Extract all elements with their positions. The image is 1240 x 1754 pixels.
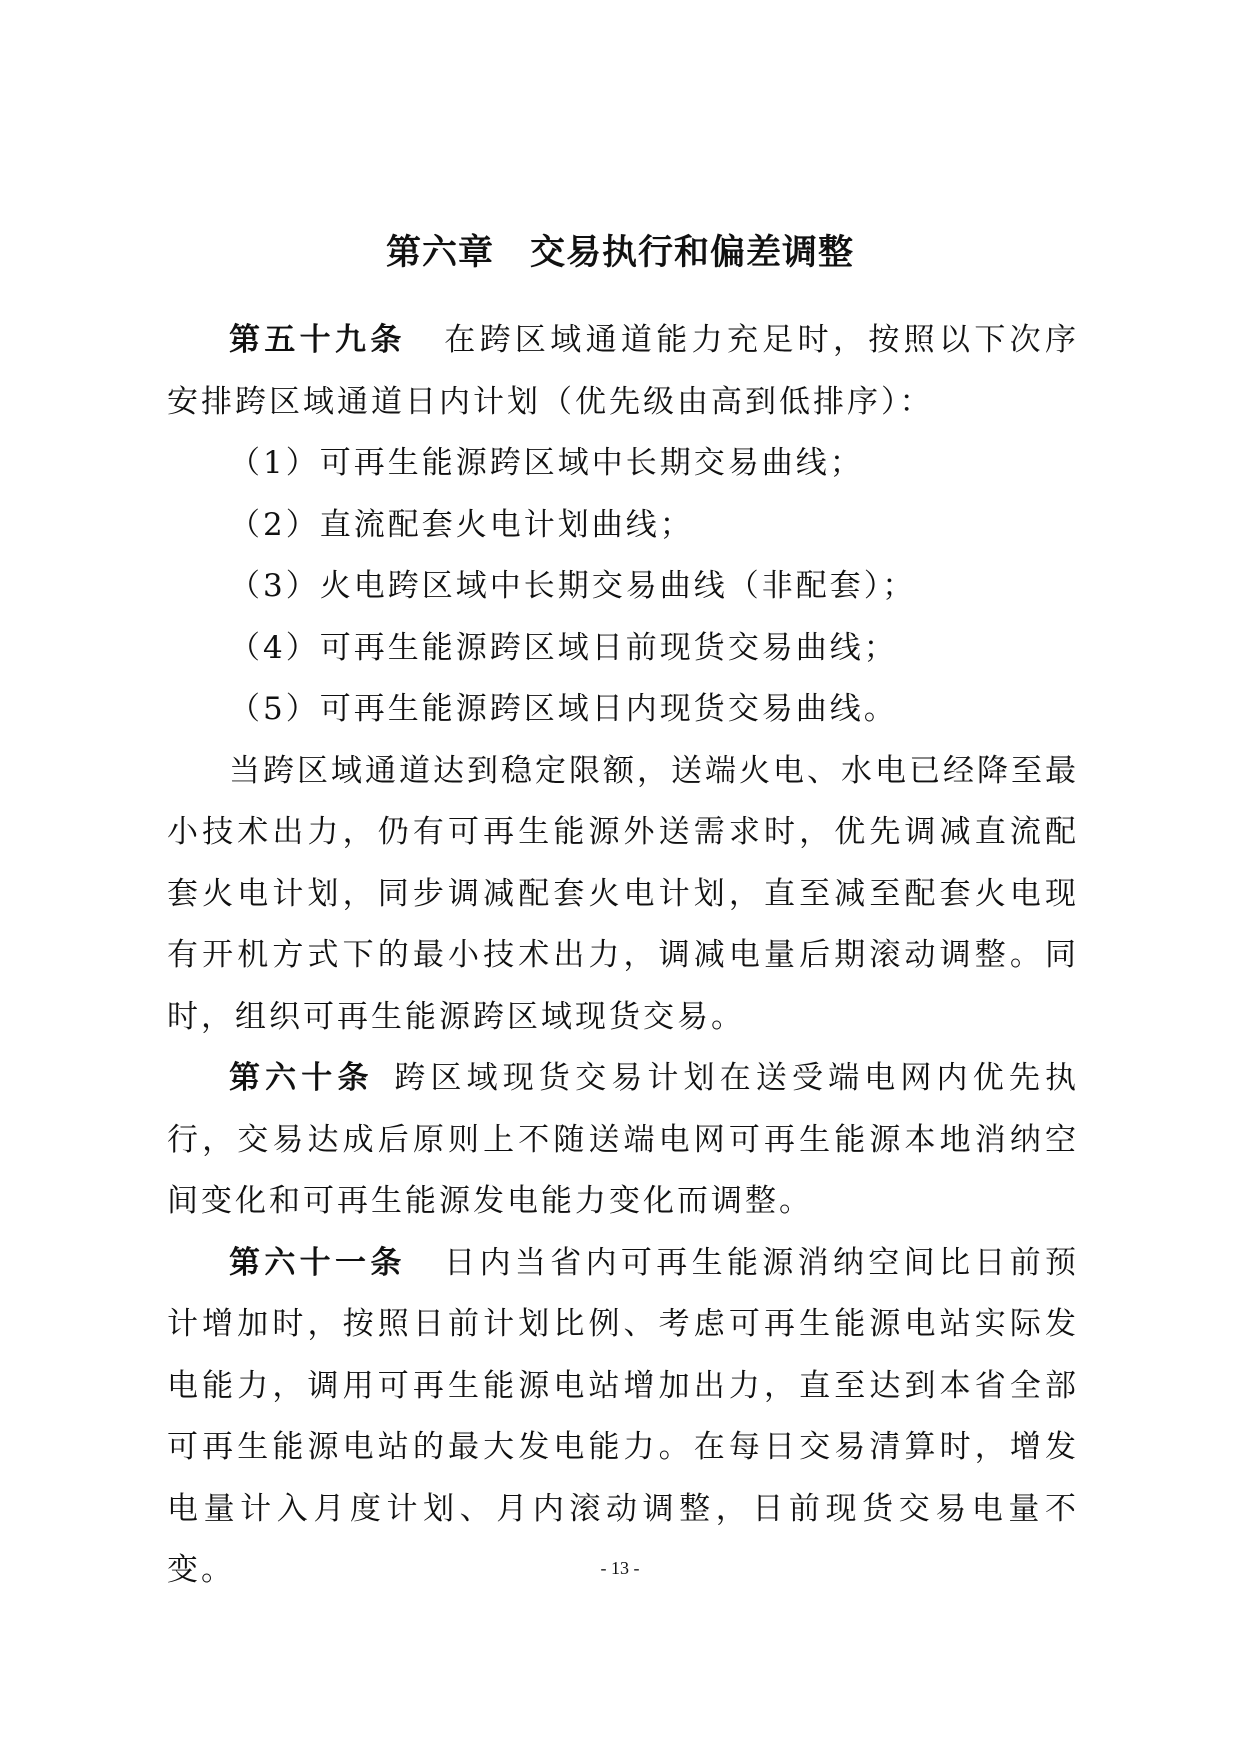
article-59-text: 在跨区域通道能力充足时，按照以下次序安排跨区域通道日内计划（优先级由高到低排序）：: [167, 322, 1080, 420]
list-item-4: （4）可再生能源跨区域日前现货交易曲线；: [229, 629, 898, 666]
page-number: - 13 -: [600, 1558, 640, 1578]
article-60-label: 第六十条: [229, 1060, 374, 1096]
chapter-title: 第六章 交易执行和偏差调整: [385, 232, 854, 273]
article-59-paragraph: 当跨区域通道达到稳定限额，送端火电、水电已经降至最小技术出力，仍有可再生能源外送需求时，优先调减直流配套火电计划，同步调减配套火电计划，直至减至配套火电现有开机方式下的最小技术出力，调减电量后期滚动调整。同时，组织可再生能源跨区域现货交易。: [167, 752, 1079, 1035]
article-61: [167, 1233, 1079, 1602]
article-60: [167, 1048, 1079, 1233]
article-60-text: 跨区域现货交易计划在送受端电网内优先执行，交易达成后原则上不随送端电网可再生能源本地消纳空间变化和可再生能源发电能力变化而调整。: [167, 1060, 1079, 1219]
list-item-2: （2）直流配套火电计划曲线；: [229, 506, 694, 543]
list-item-5: （5）可再生能源跨区域日内现货交易曲线。: [229, 691, 898, 727]
list-item-1: （1）可再生能源跨区域中长期交易曲线；: [229, 445, 864, 481]
article-59-label: 第五十九条: [229, 322, 406, 358]
article-61-label: 第六十一条: [229, 1244, 406, 1281]
list-item-3: （3）火电跨区域中长期交易曲线（非配套）；: [229, 568, 917, 604]
document-body: [167, 310, 1079, 1602]
article-61-text: 日内当省内可再生能源消纳空间比日前预计增加时，按照日前计划比例、考虑可再生能源电站实际发电能力，调用可再生能源电站增加出力，直至达到本省全部可再生能源电站的最大发电能力。在每日交易清算时，增发电量计入月度计划、月内滚动调整，日前现货交易电量不变。: [167, 1244, 1080, 1588]
article-59: [167, 310, 1079, 433]
